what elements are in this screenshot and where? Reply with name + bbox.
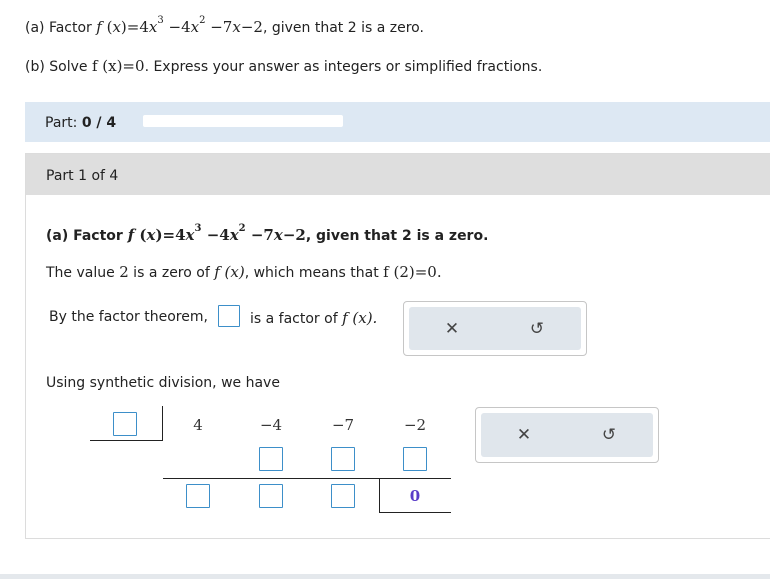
- factor-tool-group: [403, 301, 587, 356]
- part-1-card: [25, 153, 770, 539]
- remainder-underline: [379, 512, 451, 513]
- undo-icon: ↺: [529, 318, 545, 339]
- question-part-a: (a) Factor f $(x)=4x^3 -4x^2 -7x-2$, given that 2 is a zero.: [25, 15, 424, 36]
- undo-button-2[interactable]: [599, 425, 619, 445]
- question-part-b: (b) Solve f (x)=0. Express your answer as integers or simplified fractions.: [25, 57, 543, 75]
- coefficient-1: 4: [193, 416, 203, 434]
- product-input-2[interactable]: [331, 447, 355, 471]
- divisor-bracket: [162, 406, 163, 441]
- factor-theorem-label: By the factor theorem,: [49, 309, 208, 325]
- product-input-3[interactable]: [403, 447, 427, 471]
- zero-explanation: The value 2 is a zero of f (x), which means that f (2)=0.: [46, 263, 442, 281]
- synthetic-division-label: Using synthetic division, we have: [46, 375, 280, 391]
- part-header: Part 1 of 4: [26, 154, 770, 195]
- result-input-2[interactable]: [259, 484, 283, 508]
- remainder-value: 0: [409, 487, 421, 505]
- progress-track: [143, 115, 343, 127]
- result-input-1[interactable]: [186, 484, 210, 508]
- divisor-input[interactable]: [113, 412, 137, 436]
- product-input-1[interactable]: [259, 447, 283, 471]
- undo-button[interactable]: [527, 319, 547, 339]
- part-progress-bar: Part: 0 / 4: [25, 102, 770, 142]
- coefficient-2: −4: [259, 416, 283, 434]
- factor-answer-input[interactable]: [218, 305, 240, 327]
- sum-line: [163, 478, 451, 479]
- divisor-underline: [90, 440, 162, 441]
- result-input-3[interactable]: [331, 484, 355, 508]
- coefficient-4: −2: [403, 416, 427, 434]
- close-icon: ✕: [516, 425, 532, 445]
- part-a-heading: (a) Factor f $(x)=4x^3 -4x^2 -7x-2$, given that 2 is a zero.: [46, 223, 489, 244]
- polynomial-expression-bold: f $(x)=4x^3 -4x^2 -7x-2$: [127, 223, 306, 244]
- undo-icon: ↺: [601, 425, 617, 445]
- coefficient-3: −7: [331, 416, 355, 434]
- factor-theorem-suffix: is a factor of f (x).: [250, 309, 378, 327]
- polynomial-expression: f $(x)=4x^3 -4x^2 -7x-2$: [96, 15, 263, 36]
- bottom-bar: [0, 574, 770, 579]
- synthetic-tool-group: [475, 407, 659, 463]
- remainder-bracket: [379, 478, 380, 513]
- close-icon: ✕: [444, 318, 460, 339]
- clear-button-2[interactable]: [514, 425, 534, 445]
- clear-button[interactable]: [442, 319, 462, 339]
- part-progress-text: 0 / 4: [81, 115, 117, 131]
